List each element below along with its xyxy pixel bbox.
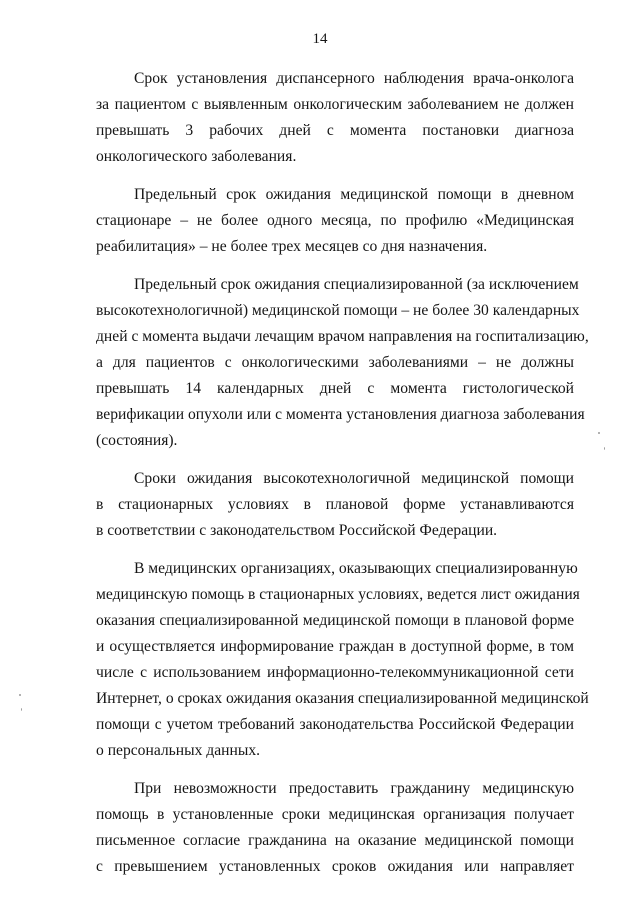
text-line: высокотехнологичной) медицинской помощи – не более 30 календарных (96, 302, 580, 319)
text-line: с превышением установленных сроков ожидания или направляет (96, 858, 574, 875)
text-line: в стационарных условиях в плановой форме устанавливаются (96, 496, 574, 513)
text-line: о персональных данных. (96, 742, 261, 759)
scan-speck (604, 447, 605, 450)
text-line: превышать 3 рабочих дней с момента постановки диагноза (96, 122, 574, 139)
paragraph (96, 66, 574, 170)
paragraph (96, 556, 589, 764)
scan-speck (21, 708, 22, 711)
text-line: Предельный срок ожидания специализированной (за исключением (134, 276, 579, 293)
text-line: При невозможности предоставить гражданину медицинскую (134, 780, 574, 797)
text-line: онкологического заболевания. (96, 148, 297, 165)
page-number: 14 (312, 31, 328, 47)
text-line: (состояния). (96, 432, 178, 449)
text-line: оказания специализированной медицинской помощи в плановой форме (96, 612, 574, 629)
paragraph (96, 466, 574, 544)
text-line: в соответствии с законодательством Российской Федерации. (96, 522, 498, 539)
paragraph (96, 182, 574, 260)
text-line: Интернет, о сроках ожидания оказания специализированной медицинской (96, 690, 589, 707)
text-line: В медицинских организациях, оказывающих специализированную (134, 560, 578, 577)
document-body (96, 66, 589, 892)
text-line: письменное согласие гражданина на оказание медицинской помощи (96, 832, 574, 849)
text-line: а для пациентов с онкологическими заболеваниями – не должны (96, 354, 574, 371)
scan-speck (19, 694, 21, 696)
text-line: и осуществляется информирование граждан в доступной форме, в том (96, 638, 574, 655)
text-line: превышать 14 календарных дней с момента гистологической (96, 380, 574, 397)
scan-speck (598, 432, 600, 434)
text-line: за пациентом с выявленным онкологическим заболеванием не должен (96, 96, 574, 113)
text-line: дней с момента выдачи лечащим врачом направления на госпитализацию, (96, 328, 589, 345)
text-line: медицинскую помощь в стационарных условиях, ведется лист ожидания (96, 586, 580, 603)
text-line: Предельный срок ожидания медицинской помощи в дневном (134, 186, 574, 203)
paragraph (96, 272, 589, 454)
text-line: верификации опухоли или с момента установления диагноза заболевания (96, 406, 585, 423)
text-line: числе с использованием информационно-телекоммуникационной сети (96, 664, 574, 681)
text-line: помощи с учетом требований законодательства Российской Федерации (96, 716, 574, 733)
text-line: стационаре – не более одного месяца, по профилю «Медицинская (96, 212, 574, 229)
text-line: Сроки ожидания высокотехнологичной медицинской помощи (134, 470, 574, 487)
text-line: Срок установления диспансерного наблюдения врача-онколога (134, 70, 574, 87)
text-line: реабилитация» – не более трех месяцев со дня назначения. (96, 238, 488, 255)
text-line: помощь в установленные сроки медицинская организация получает (96, 806, 574, 823)
paragraph (96, 776, 574, 880)
